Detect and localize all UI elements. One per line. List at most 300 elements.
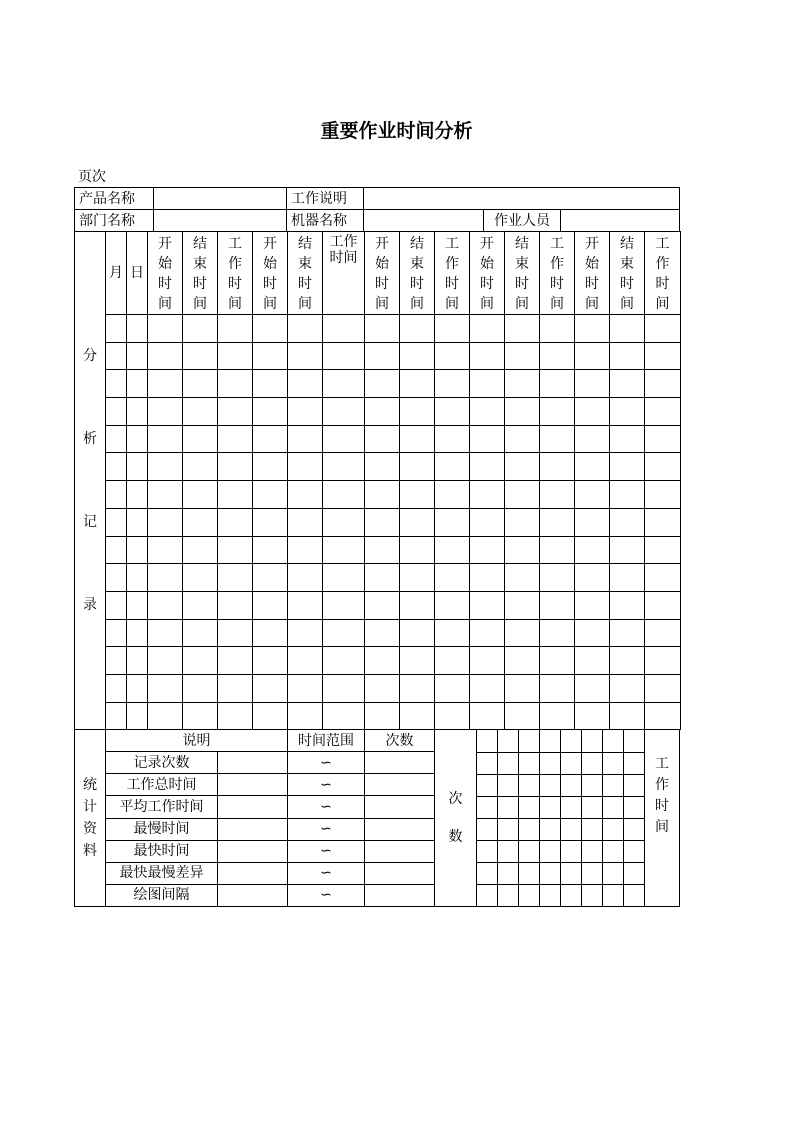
data-cell[interactable] bbox=[148, 536, 183, 564]
grid-cell[interactable] bbox=[623, 818, 644, 840]
data-cell[interactable] bbox=[645, 702, 681, 730]
data-cell[interactable] bbox=[253, 619, 288, 647]
grid-cell[interactable] bbox=[540, 752, 561, 774]
data-cell[interactable] bbox=[323, 425, 365, 453]
grid-cell[interactable] bbox=[623, 752, 644, 774]
data-cell[interactable] bbox=[127, 508, 148, 536]
data-cell[interactable] bbox=[365, 619, 400, 647]
data-cell[interactable] bbox=[148, 342, 183, 370]
data-cell[interactable] bbox=[575, 591, 610, 619]
data-cell[interactable] bbox=[470, 398, 505, 426]
data-cell[interactable] bbox=[645, 342, 681, 370]
data-cell[interactable] bbox=[365, 702, 400, 730]
data-cell[interactable] bbox=[253, 425, 288, 453]
data-cell[interactable] bbox=[470, 315, 505, 343]
count-value-cell[interactable] bbox=[365, 840, 435, 862]
data-cell[interactable] bbox=[540, 453, 575, 481]
data-cell[interactable] bbox=[400, 481, 435, 509]
grid-cell[interactable] bbox=[623, 796, 644, 818]
data-cell[interactable] bbox=[288, 425, 323, 453]
data-cell[interactable] bbox=[505, 315, 540, 343]
data-cell[interactable] bbox=[470, 481, 505, 509]
data-cell[interactable] bbox=[505, 647, 540, 675]
stat-value-cell[interactable] bbox=[218, 884, 288, 906]
data-cell[interactable] bbox=[435, 591, 470, 619]
data-cell[interactable] bbox=[183, 315, 218, 343]
data-cell[interactable] bbox=[288, 591, 323, 619]
grid-cell[interactable] bbox=[623, 774, 644, 796]
data-cell[interactable] bbox=[106, 481, 127, 509]
data-cell[interactable] bbox=[253, 315, 288, 343]
grid-cell[interactable] bbox=[581, 884, 602, 906]
stat-value-cell[interactable] bbox=[218, 774, 288, 796]
data-cell[interactable] bbox=[470, 674, 505, 702]
data-cell[interactable] bbox=[365, 564, 400, 592]
data-cell[interactable] bbox=[400, 370, 435, 398]
data-cell[interactable] bbox=[400, 591, 435, 619]
work-desc-value[interactable] bbox=[364, 188, 680, 210]
data-cell[interactable] bbox=[323, 398, 365, 426]
data-cell[interactable] bbox=[127, 564, 148, 592]
data-cell[interactable] bbox=[218, 536, 253, 564]
data-cell[interactable] bbox=[253, 591, 288, 619]
data-cell[interactable] bbox=[645, 453, 681, 481]
stat-value-cell[interactable] bbox=[218, 752, 288, 774]
data-cell[interactable] bbox=[218, 425, 253, 453]
data-cell[interactable] bbox=[253, 481, 288, 509]
data-cell[interactable] bbox=[400, 702, 435, 730]
stat-value-cell[interactable] bbox=[218, 862, 288, 884]
grid-cell[interactable] bbox=[581, 774, 602, 796]
data-cell[interactable] bbox=[540, 481, 575, 509]
data-cell[interactable] bbox=[183, 536, 218, 564]
data-cell[interactable] bbox=[127, 481, 148, 509]
data-cell[interactable] bbox=[148, 398, 183, 426]
data-cell[interactable] bbox=[323, 315, 365, 343]
grid-cell[interactable] bbox=[477, 796, 498, 818]
grid-cell[interactable] bbox=[561, 818, 582, 840]
data-cell[interactable] bbox=[400, 647, 435, 675]
data-cell[interactable] bbox=[540, 647, 575, 675]
data-cell[interactable] bbox=[365, 591, 400, 619]
data-cell[interactable] bbox=[253, 370, 288, 398]
grid-cell[interactable] bbox=[581, 818, 602, 840]
data-cell[interactable] bbox=[505, 425, 540, 453]
grid-cell[interactable] bbox=[498, 752, 519, 774]
grid-cell[interactable] bbox=[498, 840, 519, 862]
data-cell[interactable] bbox=[148, 481, 183, 509]
data-cell[interactable] bbox=[610, 647, 645, 675]
data-cell[interactable] bbox=[106, 342, 127, 370]
data-cell[interactable] bbox=[218, 674, 253, 702]
data-cell[interactable] bbox=[218, 481, 253, 509]
data-cell[interactable] bbox=[127, 619, 148, 647]
grid-cell[interactable] bbox=[561, 884, 582, 906]
data-cell[interactable] bbox=[400, 425, 435, 453]
data-cell[interactable] bbox=[400, 508, 435, 536]
grid-cell[interactable] bbox=[519, 752, 540, 774]
data-cell[interactable] bbox=[218, 508, 253, 536]
data-cell[interactable] bbox=[183, 674, 218, 702]
data-cell[interactable] bbox=[435, 674, 470, 702]
grid-cell[interactable] bbox=[581, 796, 602, 818]
data-cell[interactable] bbox=[106, 508, 127, 536]
data-cell[interactable] bbox=[127, 425, 148, 453]
grid-cell[interactable] bbox=[477, 884, 498, 906]
data-cell[interactable] bbox=[106, 674, 127, 702]
data-cell[interactable] bbox=[505, 453, 540, 481]
data-cell[interactable] bbox=[106, 702, 127, 730]
grid-cell[interactable] bbox=[540, 796, 561, 818]
data-cell[interactable] bbox=[400, 453, 435, 481]
data-cell[interactable] bbox=[148, 425, 183, 453]
data-cell[interactable] bbox=[435, 619, 470, 647]
data-cell[interactable] bbox=[218, 564, 253, 592]
data-cell[interactable] bbox=[505, 370, 540, 398]
grid-cell[interactable] bbox=[540, 884, 561, 906]
data-cell[interactable] bbox=[365, 481, 400, 509]
count-value-cell[interactable] bbox=[365, 862, 435, 884]
data-cell[interactable] bbox=[218, 398, 253, 426]
data-cell[interactable] bbox=[575, 398, 610, 426]
data-cell[interactable] bbox=[540, 619, 575, 647]
data-cell[interactable] bbox=[470, 536, 505, 564]
data-cell[interactable] bbox=[645, 647, 681, 675]
data-cell[interactable] bbox=[148, 564, 183, 592]
data-cell[interactable] bbox=[645, 536, 681, 564]
data-cell[interactable] bbox=[218, 453, 253, 481]
data-cell[interactable] bbox=[470, 453, 505, 481]
data-cell[interactable] bbox=[435, 508, 470, 536]
data-cell[interactable] bbox=[106, 453, 127, 481]
data-cell[interactable] bbox=[645, 564, 681, 592]
grid-cell[interactable] bbox=[519, 774, 540, 796]
data-cell[interactable] bbox=[610, 453, 645, 481]
grid-cell[interactable] bbox=[519, 818, 540, 840]
grid-cell[interactable] bbox=[581, 840, 602, 862]
data-cell[interactable] bbox=[575, 702, 610, 730]
count-value-cell[interactable] bbox=[365, 796, 435, 818]
data-cell[interactable] bbox=[610, 315, 645, 343]
data-cell[interactable] bbox=[645, 591, 681, 619]
data-cell[interactable] bbox=[400, 619, 435, 647]
data-cell[interactable] bbox=[288, 619, 323, 647]
data-cell[interactable] bbox=[288, 315, 323, 343]
data-cell[interactable] bbox=[575, 564, 610, 592]
data-cell[interactable] bbox=[106, 536, 127, 564]
grid-cell[interactable] bbox=[477, 840, 498, 862]
data-cell[interactable] bbox=[148, 453, 183, 481]
data-cell[interactable] bbox=[610, 481, 645, 509]
data-cell[interactable] bbox=[323, 342, 365, 370]
data-cell[interactable] bbox=[323, 674, 365, 702]
data-cell[interactable] bbox=[505, 536, 540, 564]
data-cell[interactable] bbox=[106, 370, 127, 398]
data-cell[interactable] bbox=[435, 647, 470, 675]
count-value-cell[interactable] bbox=[365, 752, 435, 774]
data-cell[interactable] bbox=[400, 674, 435, 702]
data-cell[interactable] bbox=[288, 398, 323, 426]
data-cell[interactable] bbox=[610, 425, 645, 453]
data-cell[interactable] bbox=[575, 536, 610, 564]
grid-cell[interactable] bbox=[623, 730, 644, 752]
data-cell[interactable] bbox=[323, 370, 365, 398]
data-cell[interactable] bbox=[323, 702, 365, 730]
data-cell[interactable] bbox=[218, 591, 253, 619]
data-cell[interactable] bbox=[505, 481, 540, 509]
data-cell[interactable] bbox=[435, 370, 470, 398]
grid-cell[interactable] bbox=[540, 730, 561, 752]
count-value-cell[interactable] bbox=[365, 774, 435, 796]
data-cell[interactable] bbox=[365, 536, 400, 564]
grid-cell[interactable] bbox=[540, 818, 561, 840]
data-cell[interactable] bbox=[610, 619, 645, 647]
grid-cell[interactable] bbox=[561, 840, 582, 862]
grid-cell[interactable] bbox=[602, 774, 623, 796]
data-cell[interactable] bbox=[435, 453, 470, 481]
data-cell[interactable] bbox=[575, 453, 610, 481]
data-cell[interactable] bbox=[183, 398, 218, 426]
data-cell[interactable] bbox=[470, 619, 505, 647]
grid-cell[interactable] bbox=[498, 818, 519, 840]
data-cell[interactable] bbox=[435, 564, 470, 592]
data-cell[interactable] bbox=[505, 342, 540, 370]
grid-cell[interactable] bbox=[540, 840, 561, 862]
data-cell[interactable] bbox=[253, 674, 288, 702]
data-cell[interactable] bbox=[183, 591, 218, 619]
grid-cell[interactable] bbox=[498, 774, 519, 796]
data-cell[interactable] bbox=[148, 591, 183, 619]
dept-name-value[interactable] bbox=[154, 210, 287, 232]
data-cell[interactable] bbox=[183, 481, 218, 509]
data-cell[interactable] bbox=[148, 619, 183, 647]
data-cell[interactable] bbox=[106, 647, 127, 675]
data-cell[interactable] bbox=[575, 342, 610, 370]
data-cell[interactable] bbox=[435, 342, 470, 370]
data-cell[interactable] bbox=[505, 508, 540, 536]
data-cell[interactable] bbox=[148, 315, 183, 343]
grid-cell[interactable] bbox=[477, 862, 498, 884]
grid-cell[interactable] bbox=[602, 730, 623, 752]
data-cell[interactable] bbox=[470, 370, 505, 398]
grid-cell[interactable] bbox=[602, 796, 623, 818]
stat-value-cell[interactable] bbox=[218, 818, 288, 840]
data-cell[interactable] bbox=[575, 315, 610, 343]
data-cell[interactable] bbox=[610, 370, 645, 398]
data-cell[interactable] bbox=[127, 370, 148, 398]
grid-cell[interactable] bbox=[581, 752, 602, 774]
data-cell[interactable] bbox=[505, 674, 540, 702]
data-cell[interactable] bbox=[288, 342, 323, 370]
data-cell[interactable] bbox=[365, 398, 400, 426]
data-cell[interactable] bbox=[323, 564, 365, 592]
data-cell[interactable] bbox=[540, 370, 575, 398]
data-cell[interactable] bbox=[288, 481, 323, 509]
grid-cell[interactable] bbox=[602, 818, 623, 840]
grid-cell[interactable] bbox=[561, 862, 582, 884]
data-cell[interactable] bbox=[470, 702, 505, 730]
data-cell[interactable] bbox=[610, 536, 645, 564]
grid-cell[interactable] bbox=[519, 730, 540, 752]
data-cell[interactable] bbox=[127, 536, 148, 564]
data-cell[interactable] bbox=[106, 425, 127, 453]
data-cell[interactable] bbox=[540, 674, 575, 702]
data-cell[interactable] bbox=[288, 536, 323, 564]
data-cell[interactable] bbox=[288, 508, 323, 536]
data-cell[interactable] bbox=[645, 315, 681, 343]
data-cell[interactable] bbox=[575, 674, 610, 702]
grid-cell[interactable] bbox=[540, 862, 561, 884]
data-cell[interactable] bbox=[127, 591, 148, 619]
grid-cell[interactable] bbox=[561, 796, 582, 818]
data-cell[interactable] bbox=[470, 564, 505, 592]
data-cell[interactable] bbox=[288, 564, 323, 592]
data-cell[interactable] bbox=[323, 453, 365, 481]
data-cell[interactable] bbox=[540, 425, 575, 453]
grid-cell[interactable] bbox=[477, 774, 498, 796]
data-cell[interactable] bbox=[323, 591, 365, 619]
data-cell[interactable] bbox=[365, 674, 400, 702]
data-cell[interactable] bbox=[470, 591, 505, 619]
grid-cell[interactable] bbox=[602, 752, 623, 774]
data-cell[interactable] bbox=[540, 315, 575, 343]
data-cell[interactable] bbox=[645, 619, 681, 647]
operator-value[interactable] bbox=[561, 210, 680, 232]
data-cell[interactable] bbox=[540, 591, 575, 619]
data-cell[interactable] bbox=[575, 508, 610, 536]
data-cell[interactable] bbox=[505, 591, 540, 619]
data-cell[interactable] bbox=[183, 370, 218, 398]
data-cell[interactable] bbox=[470, 342, 505, 370]
grid-cell[interactable] bbox=[519, 884, 540, 906]
data-cell[interactable] bbox=[106, 564, 127, 592]
grid-cell[interactable] bbox=[602, 862, 623, 884]
grid-cell[interactable] bbox=[602, 840, 623, 862]
data-cell[interactable] bbox=[505, 564, 540, 592]
data-cell[interactable] bbox=[435, 398, 470, 426]
grid-cell[interactable] bbox=[623, 840, 644, 862]
data-cell[interactable] bbox=[400, 398, 435, 426]
data-cell[interactable] bbox=[575, 370, 610, 398]
data-cell[interactable] bbox=[323, 508, 365, 536]
grid-cell[interactable] bbox=[519, 862, 540, 884]
data-cell[interactable] bbox=[183, 508, 218, 536]
data-cell[interactable] bbox=[540, 702, 575, 730]
grid-cell[interactable] bbox=[519, 796, 540, 818]
data-cell[interactable] bbox=[218, 647, 253, 675]
data-cell[interactable] bbox=[575, 481, 610, 509]
data-cell[interactable] bbox=[610, 674, 645, 702]
data-cell[interactable] bbox=[610, 591, 645, 619]
data-cell[interactable] bbox=[253, 536, 288, 564]
data-cell[interactable] bbox=[505, 398, 540, 426]
grid-cell[interactable] bbox=[477, 818, 498, 840]
data-cell[interactable] bbox=[218, 702, 253, 730]
data-cell[interactable] bbox=[400, 315, 435, 343]
data-cell[interactable] bbox=[127, 702, 148, 730]
data-cell[interactable] bbox=[148, 370, 183, 398]
data-cell[interactable] bbox=[106, 619, 127, 647]
grid-cell[interactable] bbox=[498, 884, 519, 906]
data-cell[interactable] bbox=[148, 674, 183, 702]
data-cell[interactable] bbox=[505, 619, 540, 647]
data-cell[interactable] bbox=[218, 619, 253, 647]
data-cell[interactable] bbox=[470, 425, 505, 453]
data-cell[interactable] bbox=[106, 591, 127, 619]
data-cell[interactable] bbox=[127, 398, 148, 426]
data-cell[interactable] bbox=[253, 398, 288, 426]
data-cell[interactable] bbox=[610, 702, 645, 730]
grid-cell[interactable] bbox=[623, 884, 644, 906]
data-cell[interactable] bbox=[540, 536, 575, 564]
data-cell[interactable] bbox=[505, 702, 540, 730]
data-cell[interactable] bbox=[610, 564, 645, 592]
data-cell[interactable] bbox=[253, 564, 288, 592]
data-cell[interactable] bbox=[645, 508, 681, 536]
count-value-cell[interactable] bbox=[365, 818, 435, 840]
data-cell[interactable] bbox=[540, 508, 575, 536]
data-cell[interactable] bbox=[540, 398, 575, 426]
data-cell[interactable] bbox=[106, 398, 127, 426]
data-cell[interactable] bbox=[127, 315, 148, 343]
data-cell[interactable] bbox=[610, 342, 645, 370]
data-cell[interactable] bbox=[288, 647, 323, 675]
machine-name-value[interactable] bbox=[364, 210, 484, 232]
data-cell[interactable] bbox=[148, 508, 183, 536]
data-cell[interactable] bbox=[288, 674, 323, 702]
grid-cell[interactable] bbox=[477, 730, 498, 752]
data-cell[interactable] bbox=[288, 453, 323, 481]
data-cell[interactable] bbox=[540, 342, 575, 370]
grid-cell[interactable] bbox=[623, 862, 644, 884]
grid-cell[interactable] bbox=[561, 730, 582, 752]
data-cell[interactable] bbox=[575, 425, 610, 453]
data-cell[interactable] bbox=[365, 370, 400, 398]
data-cell[interactable] bbox=[470, 647, 505, 675]
stat-value-cell[interactable] bbox=[218, 840, 288, 862]
count-value-cell[interactable] bbox=[365, 884, 435, 906]
data-cell[interactable] bbox=[288, 370, 323, 398]
data-cell[interactable] bbox=[435, 425, 470, 453]
product-name-value[interactable] bbox=[154, 188, 287, 210]
data-cell[interactable] bbox=[540, 564, 575, 592]
data-cell[interactable] bbox=[218, 315, 253, 343]
data-cell[interactable] bbox=[183, 702, 218, 730]
grid-cell[interactable] bbox=[477, 752, 498, 774]
data-cell[interactable] bbox=[470, 508, 505, 536]
data-cell[interactable] bbox=[323, 619, 365, 647]
data-cell[interactable] bbox=[127, 674, 148, 702]
data-cell[interactable] bbox=[400, 564, 435, 592]
data-cell[interactable] bbox=[183, 619, 218, 647]
data-cell[interactable] bbox=[575, 647, 610, 675]
grid-cell[interactable] bbox=[581, 730, 602, 752]
grid-cell[interactable] bbox=[498, 796, 519, 818]
data-cell[interactable] bbox=[323, 481, 365, 509]
data-cell[interactable] bbox=[127, 342, 148, 370]
data-cell[interactable] bbox=[610, 398, 645, 426]
data-cell[interactable] bbox=[435, 702, 470, 730]
data-cell[interactable] bbox=[323, 647, 365, 675]
data-cell[interactable] bbox=[106, 315, 127, 343]
data-cell[interactable] bbox=[253, 453, 288, 481]
data-cell[interactable] bbox=[400, 342, 435, 370]
data-cell[interactable] bbox=[645, 481, 681, 509]
grid-cell[interactable] bbox=[498, 730, 519, 752]
data-cell[interactable] bbox=[365, 342, 400, 370]
grid-cell[interactable] bbox=[581, 862, 602, 884]
data-cell[interactable] bbox=[575, 619, 610, 647]
